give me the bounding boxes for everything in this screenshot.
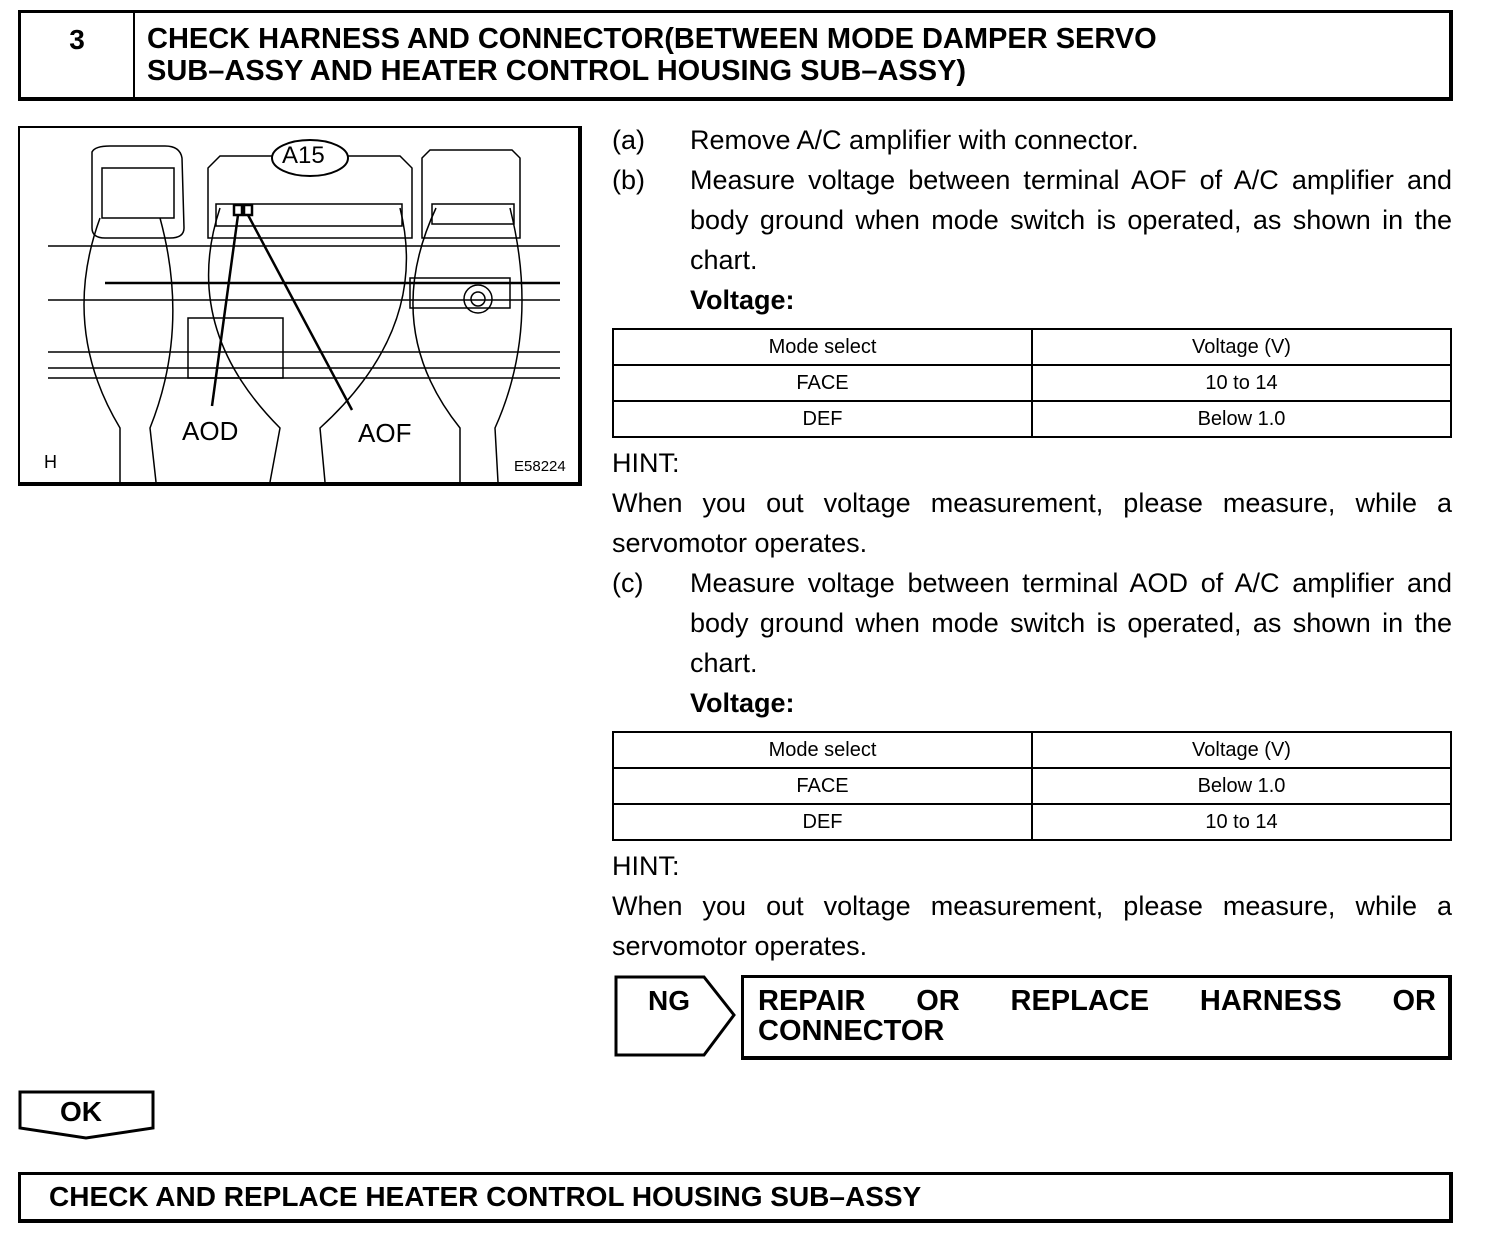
table-row	[613, 365, 1451, 401]
hint-label-2: HINT:	[612, 851, 680, 881]
voltage-label-1: Voltage:	[690, 285, 795, 315]
title-line-2: SUB–ASSY AND HEATER CONTROL HOUSING SUB–ASSY)	[147, 55, 967, 87]
ng-action-line-1: REPAIR OR REPLACE HARNESS OR	[758, 985, 1436, 1017]
table-cell: DEF	[613, 401, 1032, 437]
figure-code: E58224	[514, 458, 566, 475]
step-number: 3	[21, 13, 135, 97]
step-header	[18, 10, 1453, 101]
figure-corner-mark: H	[44, 452, 57, 472]
ng-action-box	[741, 975, 1452, 1060]
table-header: Mode select	[613, 732, 1032, 768]
table-cell: 10 to 14	[1032, 804, 1451, 840]
step-a-text: Remove A/C amplifier with connector.	[690, 125, 1139, 155]
step-c-text: Measure voltage between terminal AOD of A/C amplifier and body ground when mode switch is operated, as shown in the chart.	[690, 568, 1452, 678]
table-row	[613, 401, 1451, 437]
table-cell: 10 to 14	[1032, 365, 1451, 401]
terminal-aod-label: AOD	[182, 416, 239, 446]
table-row	[613, 804, 1451, 840]
voltage-table-aof	[612, 328, 1452, 438]
ng-label: NG	[648, 985, 690, 1016]
ok-label: OK	[60, 1096, 102, 1127]
voltage-label-2: Voltage:	[690, 688, 795, 718]
hint-text-1: When you out voltage measurement, please measure, while a servomotor operates.	[612, 488, 1452, 558]
table-header: Voltage (V)	[1032, 732, 1451, 768]
connector-diagram	[18, 126, 582, 486]
table-header: Mode select	[613, 329, 1032, 365]
hint-label-1: HINT:	[612, 448, 680, 478]
ng-action-line-2: CONNECTOR	[758, 1015, 945, 1047]
table-header: Voltage (V)	[1032, 329, 1451, 365]
final-action-text: CHECK AND REPLACE HEATER CONTROL HOUSING SUB–ASSY	[49, 1181, 922, 1212]
connector-code: A15	[282, 142, 325, 169]
table-cell: Below 1.0	[1032, 768, 1451, 804]
voltage-table-aod	[612, 731, 1452, 841]
table-row	[613, 768, 1451, 804]
final-action-box	[18, 1172, 1453, 1223]
table-cell: FACE	[613, 365, 1032, 401]
table-cell: Below 1.0	[1032, 401, 1451, 437]
step-c-label: (c)	[612, 568, 644, 598]
table-cell: FACE	[613, 768, 1032, 804]
table-cell: DEF	[613, 804, 1032, 840]
hint-text-2: When you out voltage measurement, please measure, while a servomotor operates.	[612, 891, 1452, 961]
step-b-label: (b)	[612, 165, 645, 195]
step-title	[147, 23, 1157, 87]
step-a-label: (a)	[612, 125, 645, 155]
step-b-text: Measure voltage between terminal AOF of A/C amplifier and body ground when mode switch is operated, as shown in the chart.	[690, 165, 1452, 275]
title-line-1: CHECK HARNESS AND CONNECTOR(BETWEEN MODE DAMPER SERVO	[147, 23, 1157, 55]
connector-illustration	[20, 128, 578, 482]
terminal-aof-label: AOF	[358, 418, 412, 448]
